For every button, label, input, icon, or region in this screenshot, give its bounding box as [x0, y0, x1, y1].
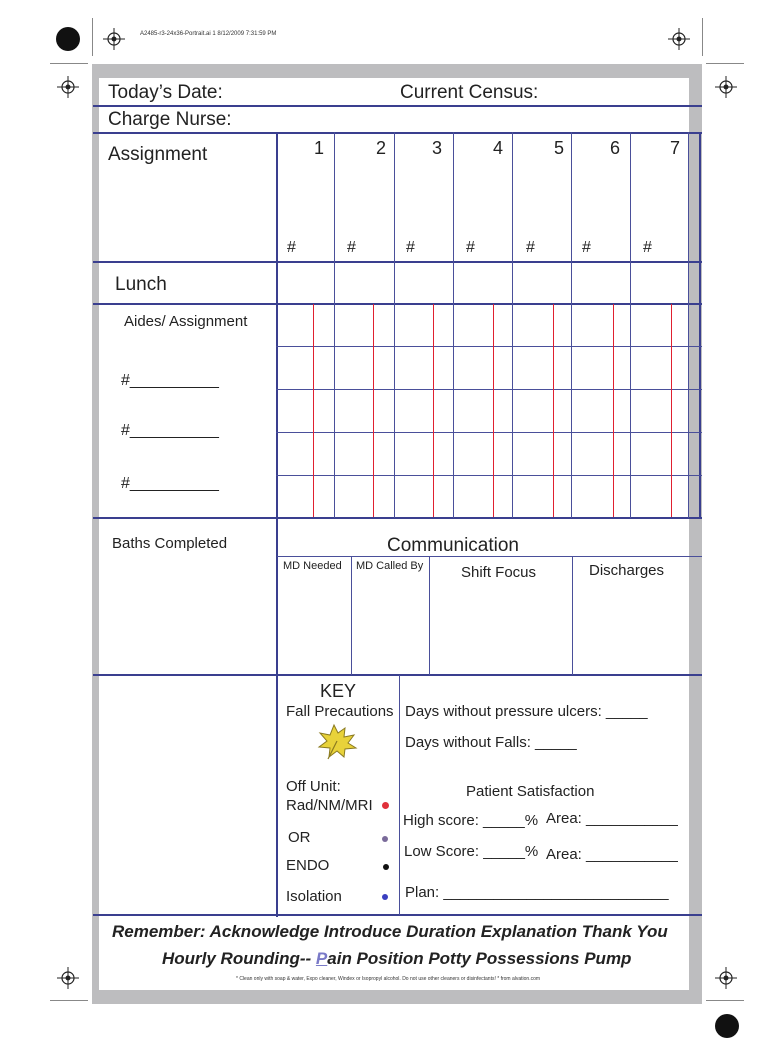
- room-hash: #: [406, 239, 415, 256]
- aide-line: #__________: [121, 475, 219, 492]
- registration-mark-icon: [715, 967, 737, 989]
- lunch-label: Lunch: [115, 274, 167, 295]
- aide-split-line: [553, 304, 554, 517]
- plan-line: Plan: ___________________________: [405, 884, 669, 901]
- crop-line: [706, 63, 744, 64]
- divider: [93, 132, 702, 134]
- registration-mark-icon: [103, 28, 125, 50]
- registration-mark-icon: [57, 76, 79, 98]
- crop-line: [92, 18, 93, 56]
- right-border: [699, 132, 701, 518]
- endo-dot: [383, 864, 389, 870]
- room-hash: #: [582, 239, 591, 256]
- isolation-dot: [382, 894, 388, 900]
- low-area-line: Area: ___________: [546, 846, 678, 863]
- registration-mark-icon: [57, 967, 79, 989]
- col-line: [571, 132, 572, 518]
- remember-line: Remember: Acknowledge Introduce Duration Explanation Thank You: [112, 922, 668, 941]
- crop-dot-top-left: [56, 27, 80, 51]
- shift-focus-header: Shift Focus: [461, 564, 537, 581]
- col-line: [630, 132, 631, 518]
- hourly-rounding-line: [162, 949, 631, 969]
- divider: [93, 303, 702, 305]
- col-line: [688, 132, 689, 518]
- rad-nm-mri-label: Rad/NM/MRI: [286, 797, 373, 814]
- comm-divider: [277, 556, 702, 557]
- grid-left-border: [276, 132, 278, 518]
- md-needed-header: MD Needed: [283, 560, 342, 572]
- room-hash: #: [466, 239, 475, 256]
- print-file-info: A2485-r3-24x36-Portrait.ai 1 8/12/2009 7:31:59 PM: [140, 31, 277, 37]
- assignment-label: Assignment: [108, 144, 208, 165]
- divider: [93, 105, 702, 107]
- crop-line: [702, 18, 703, 56]
- aide-row-line: [276, 346, 702, 347]
- pressure-ulcers-line: Days without pressure ulcers: _____: [405, 703, 648, 720]
- aide-line: #__________: [121, 372, 219, 389]
- column-number: 6: [610, 138, 621, 158]
- column-number: 2: [376, 138, 387, 158]
- discharges-header: Discharges: [589, 562, 665, 579]
- divider: [93, 914, 702, 916]
- column-number: 4: [493, 138, 504, 158]
- falls-line: Days without Falls: _____: [405, 734, 577, 751]
- off-unit-label: Off Unit:: [286, 778, 341, 795]
- divider: [93, 261, 702, 263]
- todays-date-label: Today’s Date:: [108, 82, 223, 103]
- fall-precautions-label: Fall Precautions: [286, 703, 394, 720]
- column-number: 1: [314, 138, 325, 158]
- aide-split-line: [373, 304, 374, 517]
- col-line: [453, 132, 454, 518]
- key-title: KEY: [320, 681, 357, 701]
- aide-split-line: [613, 304, 614, 517]
- aides-assignment-label: Aides/ Assignment: [124, 313, 248, 330]
- divider: [93, 674, 702, 676]
- aide-split-line: [493, 304, 494, 517]
- isolation-label: Isolation: [286, 888, 342, 905]
- or-label: OR: [288, 829, 311, 846]
- patient-satisfaction-title: Patient Satisfaction: [466, 783, 595, 800]
- aide-row-line: [276, 475, 702, 476]
- divider: [93, 517, 702, 519]
- room-hash: #: [287, 239, 296, 256]
- current-census-label: Current Census:: [400, 82, 539, 103]
- rad-dot: [382, 802, 389, 809]
- col-line: [334, 132, 335, 518]
- endo-label: ENDO: [286, 857, 330, 874]
- comm-left-border: [276, 517, 278, 917]
- crop-dot-bottom-right: [715, 1014, 739, 1038]
- aide-split-line: [313, 304, 314, 517]
- cleaning-fine-print: * Clean only with soap & water, Expo cleaner, Windex or Isopropyl alcohol. Do not use other cleaners or disinfectants! * from alvation.com: [236, 976, 541, 982]
- crop-line: [50, 63, 88, 64]
- comm-col-line: [572, 557, 573, 675]
- col-line: [394, 132, 395, 518]
- comm-col-line: [351, 557, 352, 675]
- registration-mark-icon: [668, 28, 690, 50]
- communication-title: Communication: [387, 535, 519, 556]
- high-score-line: High score: _____%: [403, 812, 539, 829]
- high-area-line: Area: ___________: [546, 810, 678, 827]
- baths-completed-label: Baths Completed: [112, 535, 228, 552]
- room-hash: #: [643, 239, 652, 256]
- charge-nurse-label: Charge Nurse:: [108, 109, 232, 130]
- leaf-icon: [314, 721, 360, 761]
- column-number: 3: [432, 138, 443, 158]
- or-dot: [382, 836, 388, 842]
- room-hash: #: [347, 239, 356, 256]
- low-score-line: Low Score: _____%: [404, 843, 539, 860]
- hourly-rounding-prefix: Hourly Rounding--: [162, 949, 316, 968]
- crop-line: [50, 1000, 88, 1001]
- md-called-by-header: MD Called By: [356, 560, 424, 572]
- aide-row-line: [276, 432, 702, 433]
- aide-split-line: [671, 304, 672, 517]
- aide-split-line: [433, 304, 434, 517]
- crop-line: [706, 1000, 744, 1001]
- hourly-rounding-rest: ain Position Potty Possessions Pump: [327, 949, 632, 968]
- room-hash: #: [526, 239, 535, 256]
- col-line: [512, 132, 513, 518]
- column-number: 5: [554, 138, 565, 158]
- aide-line: #__________: [121, 422, 219, 439]
- comm-col-line: [429, 557, 430, 675]
- column-number: 7: [670, 138, 681, 158]
- hourly-rounding-p: P: [315, 949, 328, 968]
- registration-mark-icon: [715, 76, 737, 98]
- key-divider: [399, 675, 400, 915]
- aide-row-line: [276, 389, 702, 390]
